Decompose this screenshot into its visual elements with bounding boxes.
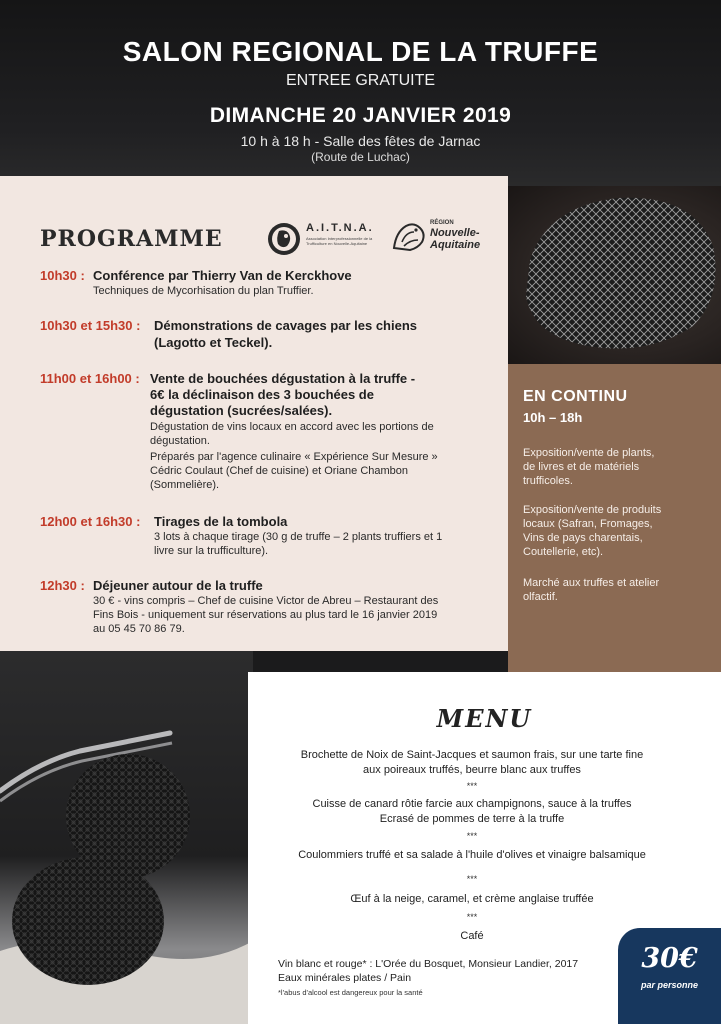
menu-course-line: Coulommiers truffé et sa salade à l'huile d'olives et vinaigre balsamique — [298, 849, 646, 861]
event-title-line: Tirages de la tombola — [154, 514, 288, 529]
programme-title: PROGRAMME — [40, 226, 223, 252]
continu-line: de livres et de matériels — [523, 461, 640, 473]
event-desc-line: Préparés par l'agence culinaire « Expérience Sur Mesure » — [150, 451, 438, 463]
event-time: 12h30 : — [40, 578, 85, 593]
continu-line: Marché aux truffes et atelier — [523, 577, 660, 589]
continu-line: Coutellerie, etc). — [523, 546, 604, 558]
event-title: SALON REGIONAL DE LA TRUFFE — [122, 36, 599, 67]
menu-title: MENU — [436, 704, 533, 733]
menu-separator: *** — [466, 874, 478, 884]
continu-line: locaux (Safran, Fromages, — [523, 518, 653, 530]
price-amount: 30€ — [641, 943, 698, 974]
aitna-logo-icon — [266, 221, 302, 257]
event-desc-line: Dégustation de vins locaux en accord avec les portions de — [150, 421, 434, 433]
region-lion-icon — [390, 218, 430, 254]
route: (Route de Luchac) — [311, 150, 410, 164]
truffle-photo-icon — [508, 186, 721, 364]
event-title-line: dégustation (sucrées/salées). — [150, 403, 333, 418]
truffles-on-fork-icon — [0, 651, 253, 1024]
region-word: RÉGION — [430, 220, 454, 226]
event-time: 10h30 et 15h30 : — [40, 318, 141, 333]
event-title-line: Vente de bouchées dégustation à la truffe - — [150, 371, 416, 386]
menu-course-line: Cuisse de canard rôtie farcie aux champignons, sauce à la truffes — [312, 798, 632, 810]
truffles-photo — [0, 651, 253, 1024]
event-desc-line: Fins Bois - uniquement sur réservations au plus tard le 16 janvier 2019 — [93, 609, 438, 621]
menu-course-line: Café — [460, 930, 484, 942]
en-continu-title: EN CONTINU — [523, 388, 628, 405]
continu-line: trufficoles. — [523, 475, 573, 487]
water-line: Eaux minérales plates / Pain — [278, 972, 412, 984]
event-desc-line: Techniques de Mycorhisation du plan Truffier. — [93, 285, 314, 297]
price-per-person: par personne — [640, 980, 698, 990]
event-desc-line: 30 € - vins compris – Chef de cuisine Victor de Abreu – Restaurant des — [93, 595, 439, 607]
event-time: 12h00 et 16h30 : — [40, 514, 141, 529]
menu-separator: *** — [466, 912, 478, 922]
continu-line: olfactif. — [523, 591, 558, 603]
event-title-line: Démonstrations de cavages par les chiens — [154, 318, 417, 333]
entree-gratuite: ENTREE GRATUITE — [285, 72, 436, 89]
menu-course-line: Brochette de Noix de Saint-Jacques et saumon frais, sur une tarte fine — [300, 749, 644, 761]
menu-separator: *** — [466, 831, 478, 841]
event-title-line: 6€ la déclinaison des 3 bouchées de — [150, 387, 374, 402]
truffle-photo — [508, 186, 721, 364]
continu-line: Exposition/vente de produits — [523, 504, 662, 516]
event-desc-line: au 05 45 70 86 79. — [93, 623, 185, 635]
menu-course-line: Ecrasé de pommes de terre à la truffe — [379, 813, 565, 825]
alcohol-warning: *l'abus d'alcool est dangereux pour la santé — [278, 988, 423, 997]
menu-separator: *** — [466, 781, 478, 791]
event-time: 10h30 : — [40, 268, 85, 283]
event-desc-line: (Sommelière). — [150, 479, 220, 491]
event-title-line: (Lagotto et Teckel). — [154, 335, 273, 350]
event-title-line: Déjeuner autour de la truffe — [93, 578, 263, 593]
aitna-subtitle: Association Interprofessionnelle de la Trufficulture en Nouvelle-Aquitaine — [306, 236, 373, 246]
event-desc-line: dégustation. — [150, 435, 210, 447]
wine-line: Vin blanc et rouge* : L'Orée du Bosquet, Monsieur Landier, 2017 — [278, 958, 579, 970]
event-date: DIMANCHE 20 JANVIER 2019 — [209, 104, 512, 127]
event-desc-line: Cédric Coulaut (Chef de cuisine) et Oriane Chambon — [150, 465, 409, 477]
continu-line: Exposition/vente de plants, — [523, 447, 655, 459]
menu-course-line: aux poireaux truffés, beurre blanc aux truffes — [363, 764, 581, 776]
continu-line: Vins de pays charentais, — [523, 532, 643, 544]
region-name: Nouvelle-Aquitaine — [430, 227, 481, 251]
hours-location: 10 h à 18 h - Salle des fêtes de Jarnac — [240, 133, 481, 149]
menu-course-line: Œuf à la neige, caramel, et crème anglaise truffée — [350, 893, 594, 905]
event-desc-line: livre sur la trufficulture). — [154, 545, 269, 557]
event-desc-line: 3 lots à chaque tirage (30 g de truffe – 2 plants truffiers et 1 — [154, 531, 443, 543]
aitna-name: A.I.T.N.A. — [306, 222, 374, 234]
event-title-line: Conférence par Thierry Van de Kerckhove — [93, 268, 352, 283]
event-time: 11h00 et 16h00 : — [40, 371, 140, 386]
en-continu-hours: 10h – 18h — [523, 410, 583, 425]
